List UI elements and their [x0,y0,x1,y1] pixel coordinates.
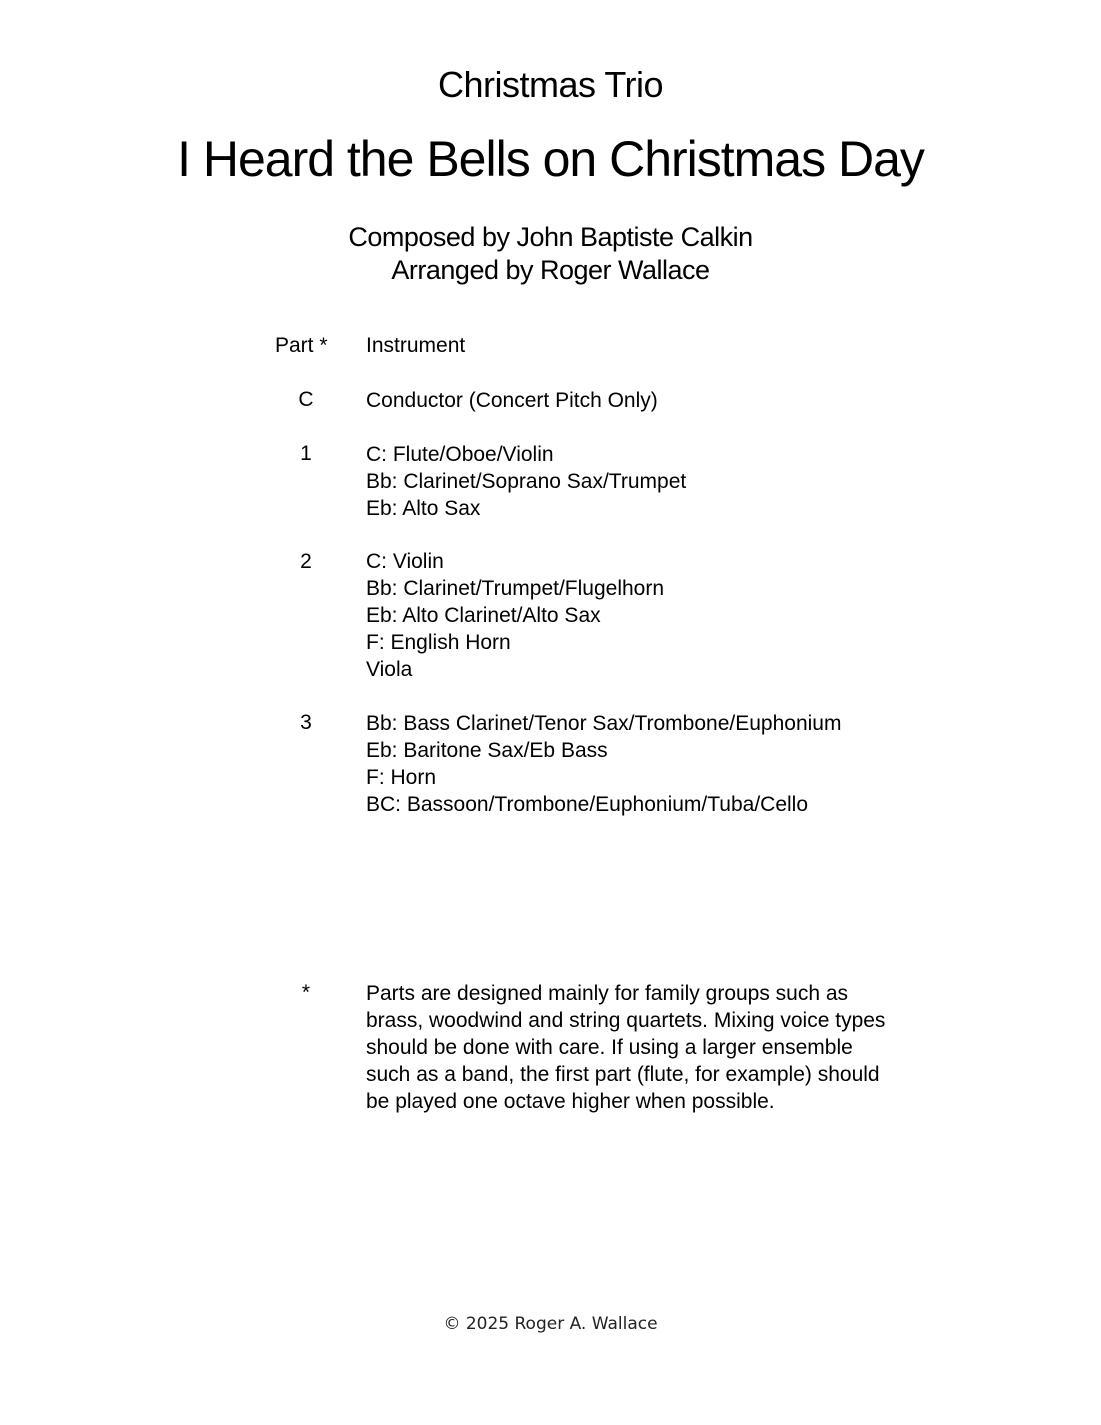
instrument-column-header: Instrument [366,334,466,357]
instrument-line: Bb: Clarinet/Trumpet/Flugelhorn [366,577,665,600]
instrument-line: C: Violin [366,550,444,573]
instrument-line: Eb: Baritone Sax/Eb Bass [366,739,608,762]
series-title: Christmas Trio [437,64,664,105]
copyright-notice: © 2025 Roger A. Wallace [443,1314,658,1334]
part-column-header: Part * [275,334,328,357]
instrument-line: Bb: Bass Clarinet/Tenor Sax/Trombone/Euphonium [366,712,842,735]
instrument-line: Bb: Clarinet/Soprano Sax/Trumpet [366,470,687,493]
instrument-line: Conductor (Concert Pitch Only) [366,389,658,412]
part-label-2: 2 [300,550,312,573]
instrument-line: F: Horn [366,766,437,789]
instrument-list-3 [366,710,841,818]
composer-credit: Composed by John Baptiste Calkin [348,222,753,252]
instrument-list-2 [366,548,664,683]
instrument-line: F: English Horn [366,631,511,654]
footnote-text: Parts are designed mainly for family groups such as brass, woodwind and string quartets. Mixing voice types should be done with care. If using a larger ensemble such as a band, the first part (flute, for example) should be played one octave higher when possible. [366,982,886,1113]
part-label-c: C [298,388,314,411]
instrument-line: C: Flute/Oboe/Violin [366,443,554,466]
instrument-list-c [366,387,658,414]
instrument-line: BC: Bassoon/Trombone/Euphonium/Tuba/Cello [366,793,809,816]
song-title: I Heard the Bells on Christmas Day [177,131,924,187]
part-label-1: 1 [300,442,312,465]
instrument-line: Eb: Alto Clarinet/Alto Sax [366,604,601,627]
arranger-credit: Arranged by Roger Wallace [391,255,710,285]
instrument-line: Eb: Alto Sax [366,497,481,520]
part-label-3: 3 [300,711,312,734]
footnote-marker: * [301,981,311,1004]
instrument-line: Viola [366,658,413,681]
instrument-list-1 [366,441,686,522]
